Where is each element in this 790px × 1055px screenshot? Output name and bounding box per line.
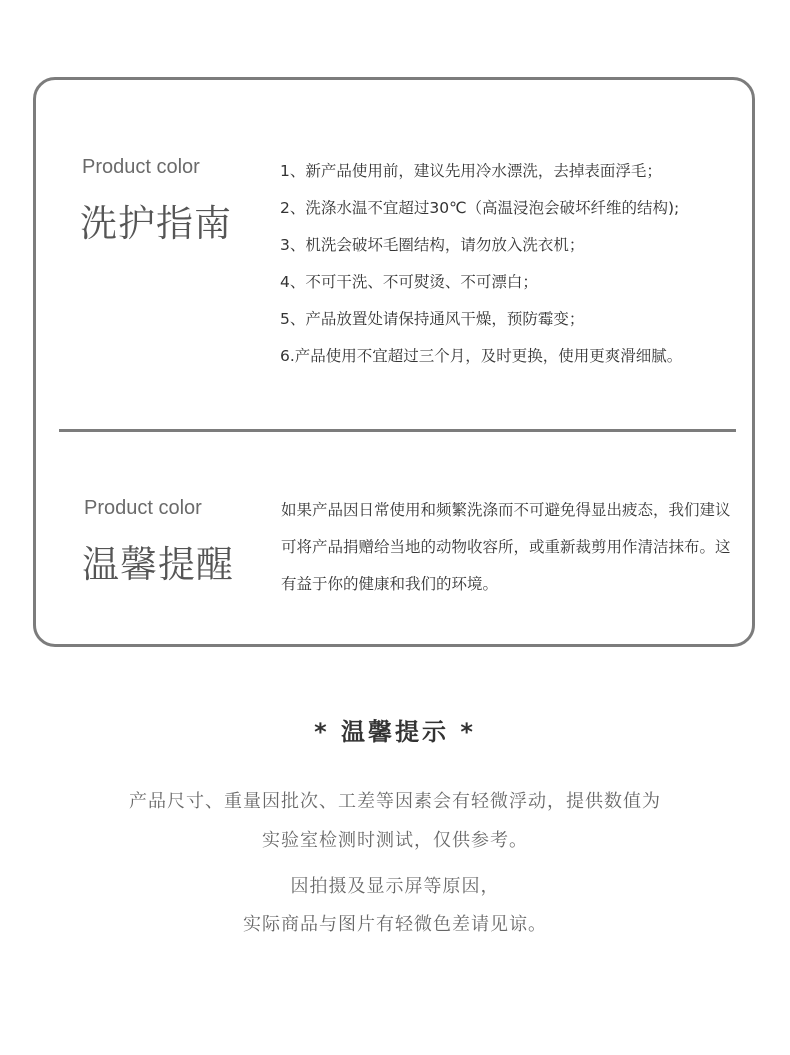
care-item: 4、不可干洗、不可熨烫、不可漂白； xyxy=(280,273,538,291)
section-divider xyxy=(59,429,736,432)
care-label-cn: 洗护指南 xyxy=(80,202,232,245)
tips-text: 如果产品因日常使用和频繁洗涤而不可避免得显出疲态，我们建议可将产品捐赠给当地的动物收容所，或重新裁剪用作清洁抹布。这有益于你的健康和我们的环境。 xyxy=(281,501,731,593)
care-item: 6.产品使用不宜超过三个月，及时更换，使用更爽滑细腻。 xyxy=(280,347,683,365)
care-instructions-list xyxy=(280,153,682,375)
tips-label-en: Product color xyxy=(84,497,202,519)
care-item: 1、新产品使用前，建议先用冷水漂洗，去掉表面浮毛； xyxy=(280,162,662,180)
care-item: 5、产品放置处请保持通风干燥，预防霉变； xyxy=(280,310,585,328)
notice-line: 产品尺寸、重量因批次、工差等因素会有轻微浮动，提供数值为 xyxy=(129,791,661,812)
notice-line: 实际商品与图片有轻微色差请见谅。 xyxy=(243,914,547,935)
care-item: 2、洗涤水温不宜超过30℃（高温浸泡会破坏纤维的结构); xyxy=(280,199,680,217)
care-label-en: Product color xyxy=(82,156,200,178)
tips-label-cn: 温馨提醒 xyxy=(82,543,234,586)
care-item: 3、机洗会破坏毛圈结构，请勿放入洗衣机； xyxy=(280,236,585,254)
notice-title: * 温馨提示 * xyxy=(314,718,476,746)
notice-line: 实验室检测时测试，仅供参考。 xyxy=(262,830,528,851)
notice-line: 因拍摄及显示屏等原因， xyxy=(290,876,500,897)
